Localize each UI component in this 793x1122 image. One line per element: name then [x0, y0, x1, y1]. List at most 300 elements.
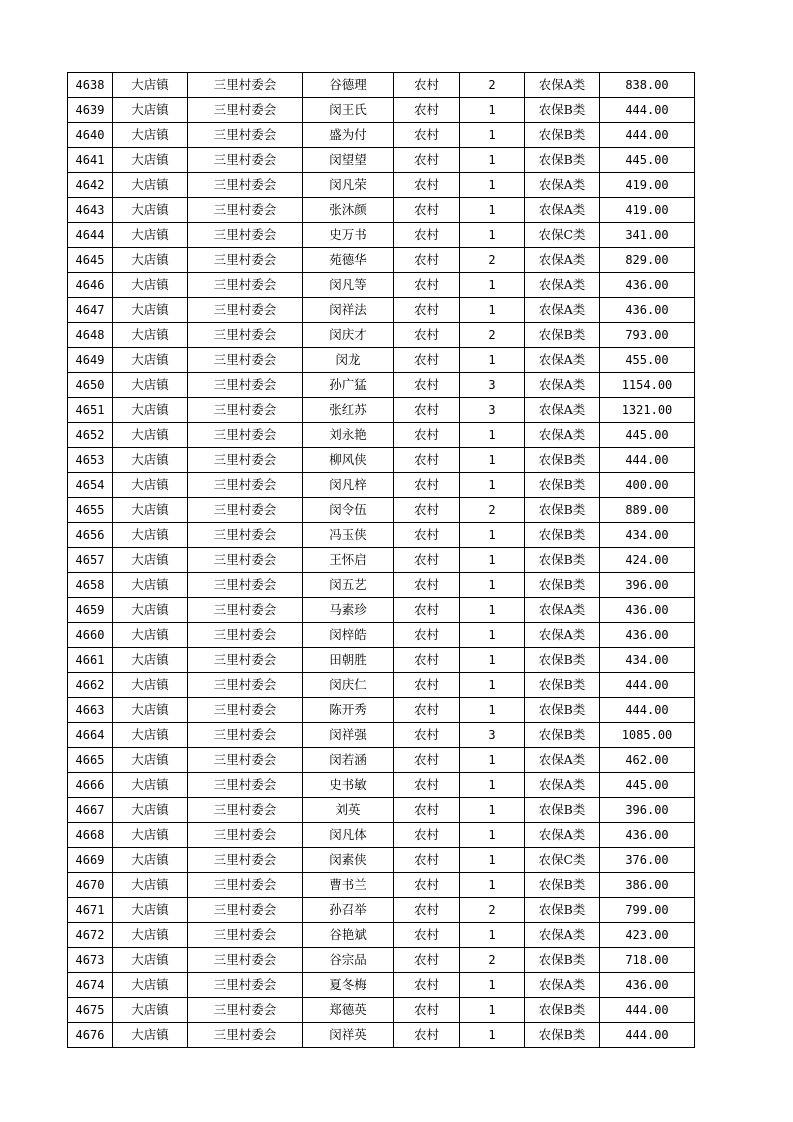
table-row	[68, 348, 695, 373]
area-type-cell: 农村	[394, 673, 460, 698]
insurance-category-cell: 农保A类	[525, 973, 600, 998]
amount-cell: 386.00	[600, 873, 695, 898]
amount-cell: 436.00	[600, 823, 695, 848]
row-number-cell: 4664	[68, 723, 113, 748]
amount-cell: 436.00	[600, 273, 695, 298]
household-count-cell: 1	[460, 473, 525, 498]
town-name-cell: 大店镇	[113, 123, 188, 148]
household-count-cell: 1	[460, 973, 525, 998]
person-name-cell: 苑德华	[303, 248, 394, 273]
person-name-cell: 闵庆才	[303, 323, 394, 348]
area-type-cell: 农村	[394, 398, 460, 423]
row-number-cell: 4672	[68, 923, 113, 948]
town-name-cell: 大店镇	[113, 948, 188, 973]
row-number-cell: 4648	[68, 323, 113, 348]
village-committee-cell: 三里村委会	[188, 198, 303, 223]
household-count-cell: 2	[460, 323, 525, 348]
household-count-cell: 1	[460, 298, 525, 323]
table-row	[68, 998, 695, 1023]
town-name-cell: 大店镇	[113, 73, 188, 98]
town-name-cell: 大店镇	[113, 823, 188, 848]
row-number-cell: 4669	[68, 848, 113, 873]
household-count-cell: 1	[460, 698, 525, 723]
area-type-cell: 农村	[394, 348, 460, 373]
row-number-cell: 4651	[68, 398, 113, 423]
insurance-category-cell: 农保B类	[525, 473, 600, 498]
area-type-cell: 农村	[394, 198, 460, 223]
amount-cell: 419.00	[600, 173, 695, 198]
area-type-cell: 农村	[394, 148, 460, 173]
insurance-category-cell: 农保C类	[525, 223, 600, 248]
town-name-cell: 大店镇	[113, 748, 188, 773]
town-name-cell: 大店镇	[113, 248, 188, 273]
person-name-cell: 闵令伍	[303, 498, 394, 523]
town-name-cell: 大店镇	[113, 898, 188, 923]
town-name-cell: 大店镇	[113, 348, 188, 373]
row-number-cell: 4670	[68, 873, 113, 898]
amount-cell: 436.00	[600, 623, 695, 648]
household-count-cell: 1	[460, 448, 525, 473]
person-name-cell: 闵素侠	[303, 848, 394, 873]
table-row	[68, 98, 695, 123]
town-name-cell: 大店镇	[113, 298, 188, 323]
table-row	[68, 648, 695, 673]
table-row	[68, 473, 695, 498]
person-name-cell: 王怀启	[303, 548, 394, 573]
town-name-cell: 大店镇	[113, 198, 188, 223]
amount-cell: 434.00	[600, 523, 695, 548]
village-committee-cell: 三里村委会	[188, 98, 303, 123]
row-number-cell: 4641	[68, 148, 113, 173]
insurance-category-cell: 农保B类	[525, 723, 600, 748]
town-name-cell: 大店镇	[113, 323, 188, 348]
table-row	[68, 723, 695, 748]
table-row	[68, 1023, 695, 1048]
person-name-cell: 张红苏	[303, 398, 394, 423]
household-count-cell: 1	[460, 523, 525, 548]
insurance-category-cell: 农保B类	[525, 798, 600, 823]
village-committee-cell: 三里村委会	[188, 223, 303, 248]
amount-cell: 445.00	[600, 423, 695, 448]
table-row	[68, 573, 695, 598]
person-name-cell: 闵凡体	[303, 823, 394, 848]
amount-cell: 436.00	[600, 973, 695, 998]
area-type-cell: 农村	[394, 573, 460, 598]
person-name-cell: 闵梓皓	[303, 623, 394, 648]
table-row	[68, 298, 695, 323]
village-committee-cell: 三里村委会	[188, 648, 303, 673]
village-committee-cell: 三里村委会	[188, 848, 303, 873]
insurance-category-cell: 农保A类	[525, 823, 600, 848]
village-committee-cell: 三里村委会	[188, 323, 303, 348]
household-count-cell: 1	[460, 573, 525, 598]
household-count-cell: 3	[460, 373, 525, 398]
area-type-cell: 农村	[394, 773, 460, 798]
amount-cell: 455.00	[600, 348, 695, 373]
village-committee-cell: 三里村委会	[188, 348, 303, 373]
person-name-cell: 闵祥强	[303, 723, 394, 748]
person-name-cell: 孙广猛	[303, 373, 394, 398]
row-number-cell: 4647	[68, 298, 113, 323]
insurance-category-cell: 农保A类	[525, 348, 600, 373]
village-committee-cell: 三里村委会	[188, 723, 303, 748]
area-type-cell: 农村	[394, 98, 460, 123]
insurance-category-cell: 农保B类	[525, 548, 600, 573]
village-committee-cell: 三里村委会	[188, 248, 303, 273]
roster-table	[67, 72, 695, 1048]
household-count-cell: 2	[460, 948, 525, 973]
insurance-category-cell: 农保A类	[525, 773, 600, 798]
village-committee-cell: 三里村委会	[188, 998, 303, 1023]
table-row	[68, 223, 695, 248]
area-type-cell: 农村	[394, 648, 460, 673]
village-committee-cell: 三里村委会	[188, 473, 303, 498]
row-number-cell: 4652	[68, 423, 113, 448]
person-name-cell: 闵五艺	[303, 573, 394, 598]
table-row	[68, 173, 695, 198]
row-number-cell: 4663	[68, 698, 113, 723]
amount-cell: 829.00	[600, 248, 695, 273]
amount-cell: 444.00	[600, 698, 695, 723]
area-type-cell: 农村	[394, 698, 460, 723]
area-type-cell: 农村	[394, 823, 460, 848]
town-name-cell: 大店镇	[113, 973, 188, 998]
household-count-cell: 1	[460, 1023, 525, 1048]
town-name-cell: 大店镇	[113, 648, 188, 673]
person-name-cell: 柳风侠	[303, 448, 394, 473]
person-name-cell: 冯玉侠	[303, 523, 394, 548]
person-name-cell: 闵望望	[303, 148, 394, 173]
town-name-cell: 大店镇	[113, 473, 188, 498]
town-name-cell: 大店镇	[113, 673, 188, 698]
village-committee-cell: 三里村委会	[188, 748, 303, 773]
area-type-cell: 农村	[394, 73, 460, 98]
amount-cell: 444.00	[600, 1023, 695, 1048]
insurance-category-cell: 农保B类	[525, 98, 600, 123]
amount-cell: 718.00	[600, 948, 695, 973]
amount-cell: 444.00	[600, 998, 695, 1023]
village-committee-cell: 三里村委会	[188, 1023, 303, 1048]
area-type-cell: 农村	[394, 923, 460, 948]
amount-cell: 445.00	[600, 148, 695, 173]
table-row	[68, 948, 695, 973]
person-name-cell: 郑德英	[303, 998, 394, 1023]
village-committee-cell: 三里村委会	[188, 373, 303, 398]
area-type-cell: 农村	[394, 498, 460, 523]
person-name-cell: 谷宗品	[303, 948, 394, 973]
amount-cell: 434.00	[600, 648, 695, 673]
amount-cell: 838.00	[600, 73, 695, 98]
village-committee-cell: 三里村委会	[188, 673, 303, 698]
table-row	[68, 123, 695, 148]
insurance-category-cell: 农保B类	[525, 873, 600, 898]
row-number-cell: 4656	[68, 523, 113, 548]
village-committee-cell: 三里村委会	[188, 798, 303, 823]
row-number-cell: 4645	[68, 248, 113, 273]
amount-cell: 436.00	[600, 298, 695, 323]
area-type-cell: 农村	[394, 898, 460, 923]
household-count-cell: 1	[460, 223, 525, 248]
row-number-cell: 4658	[68, 573, 113, 598]
area-type-cell: 农村	[394, 248, 460, 273]
town-name-cell: 大店镇	[113, 223, 188, 248]
town-name-cell: 大店镇	[113, 698, 188, 723]
amount-cell: 444.00	[600, 123, 695, 148]
insurance-category-cell: 农保A类	[525, 298, 600, 323]
household-count-cell: 1	[460, 423, 525, 448]
amount-cell: 376.00	[600, 848, 695, 873]
table-row	[68, 773, 695, 798]
village-committee-cell: 三里村委会	[188, 123, 303, 148]
person-name-cell: 陈开秀	[303, 698, 394, 723]
row-number-cell: 4673	[68, 948, 113, 973]
insurance-category-cell: 农保B类	[525, 448, 600, 473]
row-number-cell: 4655	[68, 498, 113, 523]
table-row	[68, 748, 695, 773]
village-committee-cell: 三里村委会	[188, 973, 303, 998]
household-count-cell: 1	[460, 748, 525, 773]
amount-cell: 436.00	[600, 598, 695, 623]
household-count-cell: 1	[460, 98, 525, 123]
row-number-cell: 4650	[68, 373, 113, 398]
village-committee-cell: 三里村委会	[188, 598, 303, 623]
area-type-cell: 农村	[394, 123, 460, 148]
row-number-cell: 4643	[68, 198, 113, 223]
row-number-cell: 4659	[68, 598, 113, 623]
person-name-cell: 史万书	[303, 223, 394, 248]
village-committee-cell: 三里村委会	[188, 448, 303, 473]
town-name-cell: 大店镇	[113, 848, 188, 873]
row-number-cell: 4649	[68, 348, 113, 373]
household-count-cell: 1	[460, 598, 525, 623]
table-row	[68, 398, 695, 423]
row-number-cell: 4661	[68, 648, 113, 673]
household-count-cell: 1	[460, 648, 525, 673]
table-row	[68, 598, 695, 623]
area-type-cell: 农村	[394, 523, 460, 548]
household-count-cell: 2	[460, 498, 525, 523]
amount-cell: 396.00	[600, 798, 695, 823]
amount-cell: 462.00	[600, 748, 695, 773]
insurance-category-cell: 农保B类	[525, 148, 600, 173]
person-name-cell: 闵凡荣	[303, 173, 394, 198]
insurance-category-cell: 农保B类	[525, 573, 600, 598]
insurance-category-cell: 农保A类	[525, 623, 600, 648]
person-name-cell: 闵祥法	[303, 298, 394, 323]
roster-body	[68, 73, 695, 1048]
insurance-category-cell: 农保B类	[525, 898, 600, 923]
insurance-category-cell: 农保A类	[525, 173, 600, 198]
town-name-cell: 大店镇	[113, 373, 188, 398]
town-name-cell: 大店镇	[113, 798, 188, 823]
insurance-category-cell: 农保B类	[525, 123, 600, 148]
amount-cell: 400.00	[600, 473, 695, 498]
town-name-cell: 大店镇	[113, 273, 188, 298]
table-row	[68, 448, 695, 473]
town-name-cell: 大店镇	[113, 998, 188, 1023]
village-committee-cell: 三里村委会	[188, 423, 303, 448]
household-count-cell: 1	[460, 773, 525, 798]
village-committee-cell: 三里村委会	[188, 498, 303, 523]
town-name-cell: 大店镇	[113, 148, 188, 173]
household-count-cell: 1	[460, 123, 525, 148]
amount-cell: 444.00	[600, 673, 695, 698]
row-number-cell: 4638	[68, 73, 113, 98]
amount-cell: 799.00	[600, 898, 695, 923]
row-number-cell: 4640	[68, 123, 113, 148]
insurance-category-cell: 农保A类	[525, 198, 600, 223]
table-row	[68, 323, 695, 348]
area-type-cell: 农村	[394, 948, 460, 973]
amount-cell: 1154.00	[600, 373, 695, 398]
area-type-cell: 农村	[394, 323, 460, 348]
village-committee-cell: 三里村委会	[188, 623, 303, 648]
town-name-cell: 大店镇	[113, 723, 188, 748]
area-type-cell: 农村	[394, 223, 460, 248]
household-count-cell: 1	[460, 998, 525, 1023]
table-row	[68, 198, 695, 223]
village-committee-cell: 三里村委会	[188, 948, 303, 973]
area-type-cell: 农村	[394, 748, 460, 773]
table-row	[68, 898, 695, 923]
row-number-cell: 4676	[68, 1023, 113, 1048]
table-row	[68, 423, 695, 448]
household-count-cell: 2	[460, 248, 525, 273]
village-committee-cell: 三里村委会	[188, 873, 303, 898]
village-committee-cell: 三里村委会	[188, 698, 303, 723]
area-type-cell: 农村	[394, 173, 460, 198]
household-count-cell: 1	[460, 798, 525, 823]
area-type-cell: 农村	[394, 423, 460, 448]
row-number-cell: 4639	[68, 98, 113, 123]
amount-cell: 1321.00	[600, 398, 695, 423]
town-name-cell: 大店镇	[113, 623, 188, 648]
village-committee-cell: 三里村委会	[188, 73, 303, 98]
person-name-cell: 马素珍	[303, 598, 394, 623]
village-committee-cell: 三里村委会	[188, 573, 303, 598]
town-name-cell: 大店镇	[113, 173, 188, 198]
person-name-cell: 张沐颜	[303, 198, 394, 223]
table-row	[68, 798, 695, 823]
person-name-cell: 曹书兰	[303, 873, 394, 898]
person-name-cell: 闵祥英	[303, 1023, 394, 1048]
town-name-cell: 大店镇	[113, 573, 188, 598]
insurance-category-cell: 农保B类	[525, 648, 600, 673]
amount-cell: 423.00	[600, 923, 695, 948]
row-number-cell: 4657	[68, 548, 113, 573]
town-name-cell: 大店镇	[113, 598, 188, 623]
town-name-cell: 大店镇	[113, 923, 188, 948]
town-name-cell: 大店镇	[113, 1023, 188, 1048]
person-name-cell: 夏冬梅	[303, 973, 394, 998]
area-type-cell: 农村	[394, 848, 460, 873]
household-count-cell: 1	[460, 548, 525, 573]
amount-cell: 341.00	[600, 223, 695, 248]
insurance-category-cell: 农保B类	[525, 673, 600, 698]
row-number-cell: 4668	[68, 823, 113, 848]
amount-cell: 444.00	[600, 448, 695, 473]
insurance-category-cell: 农保B类	[525, 698, 600, 723]
town-name-cell: 大店镇	[113, 498, 188, 523]
row-number-cell: 4675	[68, 998, 113, 1023]
insurance-category-cell: 农保A类	[525, 273, 600, 298]
town-name-cell: 大店镇	[113, 523, 188, 548]
household-count-cell: 1	[460, 273, 525, 298]
village-committee-cell: 三里村委会	[188, 773, 303, 798]
village-committee-cell: 三里村委会	[188, 398, 303, 423]
table-row	[68, 673, 695, 698]
household-count-cell: 3	[460, 398, 525, 423]
table-row	[68, 548, 695, 573]
household-count-cell: 1	[460, 848, 525, 873]
area-type-cell: 农村	[394, 973, 460, 998]
insurance-category-cell: 农保B类	[525, 948, 600, 973]
table-row	[68, 523, 695, 548]
row-number-cell: 4667	[68, 798, 113, 823]
household-count-cell: 1	[460, 173, 525, 198]
person-name-cell: 田朝胜	[303, 648, 394, 673]
table-row	[68, 248, 695, 273]
town-name-cell: 大店镇	[113, 448, 188, 473]
person-name-cell: 史书敏	[303, 773, 394, 798]
area-type-cell: 农村	[394, 298, 460, 323]
table-row	[68, 373, 695, 398]
table-row	[68, 73, 695, 98]
area-type-cell: 农村	[394, 548, 460, 573]
person-name-cell: 闵王氏	[303, 98, 394, 123]
village-committee-cell: 三里村委会	[188, 148, 303, 173]
household-count-cell: 1	[460, 673, 525, 698]
row-number-cell: 4671	[68, 898, 113, 923]
row-number-cell: 4674	[68, 973, 113, 998]
area-type-cell: 农村	[394, 1023, 460, 1048]
village-committee-cell: 三里村委会	[188, 523, 303, 548]
insurance-category-cell: 农保A类	[525, 398, 600, 423]
table-row	[68, 623, 695, 648]
village-committee-cell: 三里村委会	[188, 898, 303, 923]
area-type-cell: 农村	[394, 448, 460, 473]
insurance-category-cell: 农保A类	[525, 373, 600, 398]
person-name-cell: 闵凡等	[303, 273, 394, 298]
insurance-category-cell: 农保A类	[525, 423, 600, 448]
insurance-category-cell: 农保A类	[525, 748, 600, 773]
town-name-cell: 大店镇	[113, 548, 188, 573]
household-count-cell: 1	[460, 348, 525, 373]
household-count-cell: 1	[460, 823, 525, 848]
table-row	[68, 973, 695, 998]
amount-cell: 424.00	[600, 548, 695, 573]
table-row	[68, 273, 695, 298]
insurance-category-cell: 农保A类	[525, 73, 600, 98]
household-count-cell: 1	[460, 198, 525, 223]
amount-cell: 1085.00	[600, 723, 695, 748]
amount-cell: 445.00	[600, 773, 695, 798]
town-name-cell: 大店镇	[113, 873, 188, 898]
town-name-cell: 大店镇	[113, 773, 188, 798]
row-number-cell: 4653	[68, 448, 113, 473]
insurance-category-cell: 农保A类	[525, 598, 600, 623]
person-name-cell: 盛为付	[303, 123, 394, 148]
village-committee-cell: 三里村委会	[188, 273, 303, 298]
household-count-cell: 3	[460, 723, 525, 748]
row-number-cell: 4646	[68, 273, 113, 298]
household-count-cell: 2	[460, 73, 525, 98]
town-name-cell: 大店镇	[113, 98, 188, 123]
amount-cell: 444.00	[600, 98, 695, 123]
household-count-cell: 1	[460, 923, 525, 948]
table-row	[68, 923, 695, 948]
area-type-cell: 农村	[394, 998, 460, 1023]
